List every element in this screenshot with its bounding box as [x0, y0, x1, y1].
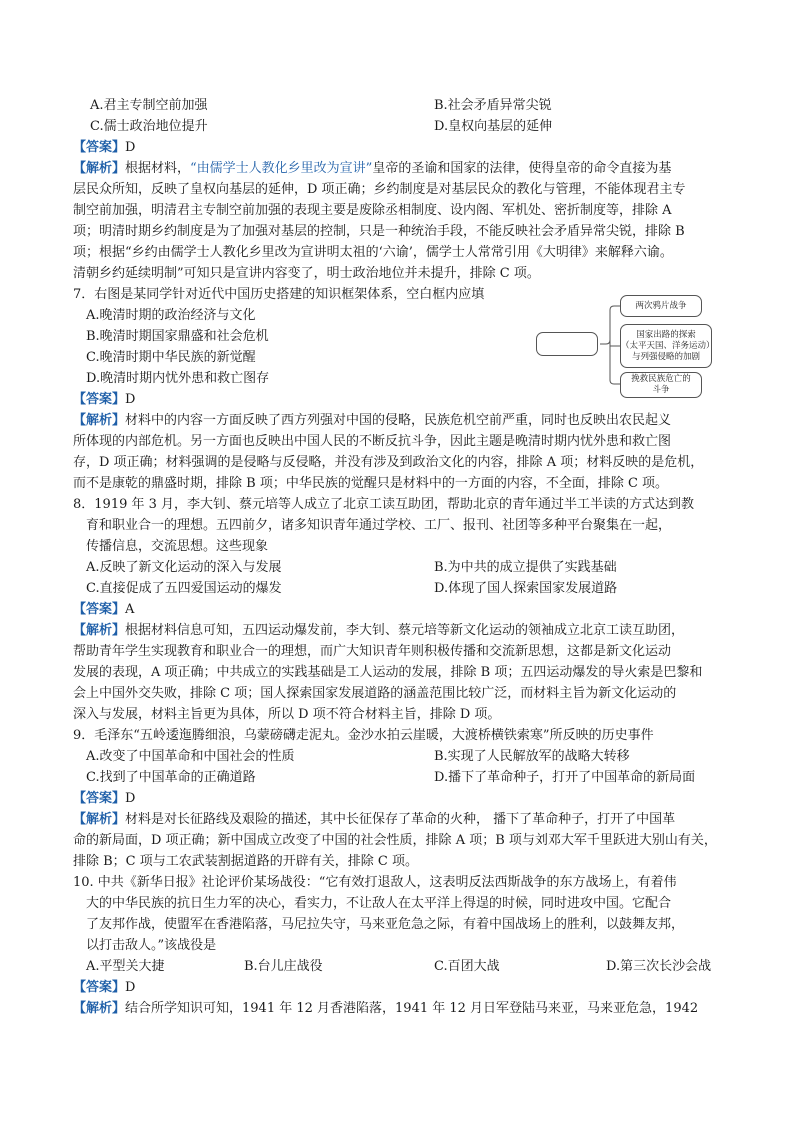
q6-analysis-line-6: 清朝乡约延续明制”可知只是宣讲内容变了，明士政治地位并未提升，排除 C 项。 — [73, 266, 540, 281]
blank-topic-box — [536, 332, 598, 356]
q7-analysis-line-3: 存，D 项正确；材料强调的是侵略与反侵略，并没有涉及到政治文化的内容，排除 A 项；材料反映的是危机， — [73, 455, 704, 470]
q9-analysis-line-1 — [73, 810, 675, 829]
q9-option-d: D.播下了革命种子，打开了中国革命的新局面 — [434, 770, 696, 785]
answer-tag: 【答案】 — [73, 140, 126, 155]
analysis-text: 材料中的内容一方面反映了西方列强对中国的侵略，民族危机空前严重，同时也反映出农民起义 — [125, 413, 672, 428]
answer-value: D — [125, 980, 136, 995]
q10-option-a: A.平型关大捷 — [86, 959, 165, 974]
answer-tag: 【答案】 — [73, 392, 126, 407]
q8-analysis-line-4: 会上中国外交失败，排除 C 项；国人探索国家发展道路的涵盖范围比较广泛，而材料主旨为新文化运动的 — [73, 686, 677, 701]
q8-option-b: B.为中共的成立提供了实践基础 — [434, 560, 617, 575]
q6-option-d: D.皇权向基层的延伸 — [434, 119, 553, 134]
q8-analysis-line-3: 发展的表现，A 项正确；中共成立的实践基础是工人运动的发展，排除 B 项；五四运动爆发的导火索是巴黎和 — [73, 665, 703, 680]
analysis-tag: 【解析】 — [73, 161, 126, 176]
answer-tag: 【答案】 — [73, 791, 126, 806]
q9-option-a: A.改变了中国革命和中国社会的性质 — [86, 749, 295, 764]
q10-stem-line-4: 以打击敌人。”该战役是 — [86, 938, 217, 953]
answer-tag: 【答案】 — [73, 602, 126, 617]
analysis-tag: 【解析】 — [73, 413, 126, 428]
diagram-box-opium-wars: 两次鸦片战争 — [620, 295, 702, 317]
q9-answer — [73, 789, 135, 808]
diagram-box-salvation-line-2: 斗争 — [652, 385, 670, 395]
q6-analysis-line-5: 项；根据“乡约由儒学士人教化乡里改为宣讲明太祖的‘六谕’，儒学士人常常引用《大明律》来解释六谕。 — [73, 245, 673, 260]
q7-analysis-line-2: 所体现的内部危机。另一方面也反映出中国人民的不断反抗斗争，因此主题是晚清时期内忧外患和救亡图 — [73, 434, 672, 449]
diagram-box-exploration-line-2: （太平天国、洋务运动） — [621, 340, 715, 351]
diagram-box-exploration-line-1: 国家出路的探索 — [636, 329, 696, 340]
q6-answer — [73, 138, 135, 157]
q8-option-a: A.反映了新文化运动的深入与发展 — [86, 560, 282, 575]
q7-option-d: D.晚清时期内忧外患和救亡图存 — [86, 371, 270, 386]
q7-option-c: C.晚清时期中华民族的新觉醒 — [86, 350, 256, 365]
q8-answer — [73, 600, 134, 619]
q9-stem: 9．毛泽东“五岭逶迤腾细浪，乌蒙磅礴走泥丸。金沙水拍云崖暖，大渡桥横铁索寒”所反映的历史事件 — [73, 728, 654, 743]
q8-analysis-line-5: 深入与发展，材料主旨更为具体，所以 D 项不符合材料主旨，排除 D 项。 — [73, 707, 501, 722]
q8-stem-line-3: 传播信息，交流思想。这些现象 — [86, 539, 269, 554]
diagram-box-exploration — [620, 324, 715, 368]
q10-answer — [73, 978, 135, 997]
q10-option-b: B.台儿庄战役 — [244, 959, 323, 974]
answer-value: A — [125, 602, 135, 617]
q8-option-d: D.体现了国人探索国家发展道路 — [434, 581, 618, 596]
analysis-text: 根据材料信息可知，五四运动爆发前，李大钊、蔡元培等新文化运动的领袖成立北京工读互助团， — [125, 623, 685, 638]
q8-stem-line-1: 8．1919 年 3 月，李大钊、蔡元培等人成立了北京工读互助团，帮助北京的青年通过半工半读的方式达到教 — [73, 497, 695, 512]
diagram-box-exploration-line-3: 与列强侵略的加剧 — [631, 351, 700, 362]
q7-answer — [73, 390, 135, 409]
q6-option-b: B.社会矛盾异常尖锐 — [434, 98, 552, 113]
analysis-text: 材料是对长征路线及艰险的描述，其中长征保存了革命的火种， 播下了革命种子，打开了中国革 — [125, 812, 676, 827]
q6-analysis-line-3: 制空前加强，明清君主专制空前加强的表现主要是废除丞相制度、设内阁、军机处、密折制度等，排除 A — [73, 203, 672, 218]
q10-analysis-line-1 — [73, 999, 698, 1018]
analysis-text: 皇帝的圣谕和国家的法律，使得皇帝的命令直接为基 — [372, 161, 672, 176]
q7-stem: 7．右图是某同学针对近代中国历史搭建的知识框架体系，空白框内应填 — [73, 287, 485, 302]
answer-tag: 【答案】 — [73, 980, 126, 995]
q10-option-c: C.百团大战 — [434, 959, 500, 974]
knowledge-framework-diagram — [530, 292, 720, 398]
diagram-box-salvation — [620, 372, 702, 398]
q8-analysis-line-1 — [73, 621, 684, 640]
answer-value: D — [125, 392, 136, 407]
q6-option-a: A.君主专制空前加强 — [90, 98, 208, 113]
q7-option-a: A.晚清时期的政治经济与文化 — [86, 308, 256, 323]
q10-option-d: D.第三次长沙会战 — [606, 959, 712, 974]
q7-analysis-line-4: 而不是康乾的鼎盛时期，排除 B 项；中华民族的觉醒只是材料中的一方面的内容，不全面，排除 C 项。 — [73, 476, 669, 491]
q8-analysis-line-2: 帮助青年学生实现教育和职业合一的理想，而广大知识青年则积极传播和交流新思想，这都是新文化运动 — [73, 644, 672, 659]
analysis-text: 根据材料， — [125, 161, 191, 176]
q9-analysis-line-2: 命的新局面，D 项正确；新中国成立改变了中国的社会性质，排除 A 项；B 项与刘邓大军千里跃进大别山有关， — [73, 833, 717, 848]
answer-value: D — [125, 140, 136, 155]
diagram-box-salvation-line-1: 挽救民族危亡的 — [631, 374, 691, 384]
q7-option-b: B.晚清时期国家鼎盛和社会危机 — [86, 329, 269, 344]
q9-option-b: B.实现了人民解放军的战略大转移 — [434, 749, 630, 764]
analysis-tag: 【解析】 — [73, 1001, 126, 1016]
q10-stem-line-1: 10. 中共《新华日报》社论评价某场战役：“它有效打退敌人，这表明反法西斯战争的东方战场上，有着伟 — [73, 875, 677, 890]
analysis-tag: 【解析】 — [73, 623, 126, 638]
q6-option-c: C.儒士政治地位提升 — [90, 119, 208, 134]
q8-stem-line-2: 育和职业合一的理想。五四前夕，诸多知识青年通过学校、工厂、报刊、社团等多种平台聚集在一起， — [86, 518, 672, 533]
answer-value: D — [125, 791, 136, 806]
q10-stem-line-2: 大的中华民族的抗日生力军的决心，看实力，不让敌人在太平洋上得逞的时候，同时进攻中国。它配合 — [86, 896, 672, 911]
q9-analysis-line-3: 排除 B；C 项与工农武装割据道路的开辟有关，排除 C 项。 — [73, 854, 418, 869]
q8-option-c: C.直接促成了五四爱国运动的爆发 — [86, 581, 282, 596]
analysis-text: 结合所学知识可知，1941 年 12 月香港陷落，1941 年 12 月日军登陆马来亚，马来亚危急，1942 — [125, 1001, 699, 1016]
q9-option-c: C.找到了中国革命的正确道路 — [86, 770, 256, 785]
q6-analysis-line-2: 层民众所知，反映了皇权向基层的延伸，D 项正确；乡约制度是对基层民众的教化与管理，不能体现君主专 — [73, 182, 686, 197]
analysis-quote: “由儒学士人教化乡里改为宣讲” — [190, 161, 373, 176]
q10-stem-line-3: 了友邦作战，使盟军在香港陷落，马尼拉失守，马来亚危急之际，有着中国战场上的胜利，以鼓舞友邦， — [86, 917, 685, 932]
q6-analysis-line-1 — [73, 159, 671, 178]
analysis-tag: 【解析】 — [73, 812, 126, 827]
q7-analysis-line-1 — [73, 411, 671, 430]
q6-analysis-line-4: 项；明清时期乡约制度是为了加强对基层的控制，只是一种统治手段，不能反映社会矛盾异常尖锐，排除 B — [73, 224, 685, 239]
